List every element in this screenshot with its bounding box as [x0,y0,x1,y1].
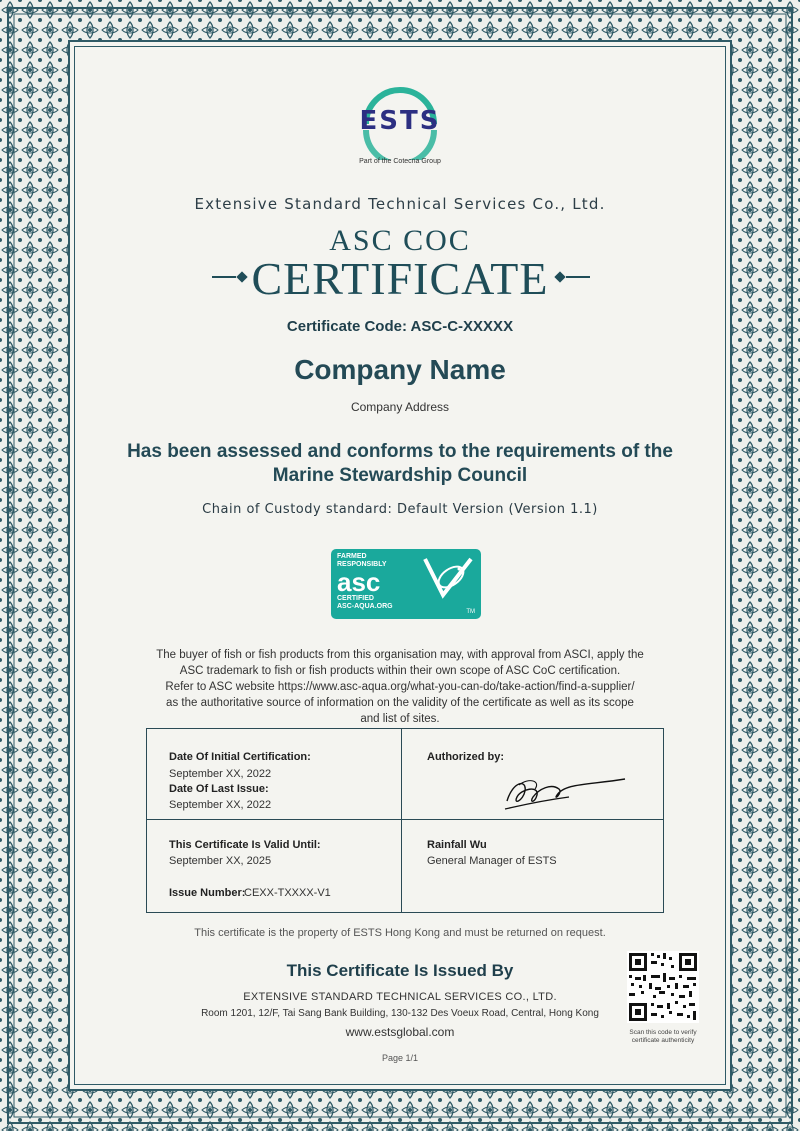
qr-caption-line-1: Scan this code to verify [629,1029,697,1036]
asc-badge-line-1: FARMED [337,553,367,560]
title-ornament-left [212,276,236,278]
asc-badge-mark: asc [337,567,381,597]
page-number: Page 1/1 [381,1053,419,1063]
certificate-title: CERTIFICATE [251,253,549,304]
signature-image [499,771,629,815]
issuer-name: EXTENSIVE STANDARD TECHNICAL SERVICES CO., LTD. [243,991,557,1003]
asc-badge-line-2: RESPONSIBLY [337,561,387,568]
certificate-code: Certificate Code: ASC-C-XXXXX [286,318,514,335]
valid-until-value: September XX, 2025 [169,855,272,867]
asc-certified-badge [331,549,481,619]
assessment-statement [0,440,800,488]
website-link[interactable]: www.estsglobal.com [345,1025,455,1039]
table-divider-horizontal [147,819,663,820]
asc-badge-bottom-text [337,595,393,611]
trademark-statement [0,647,800,727]
logo-wordmark: ESTS [359,106,441,136]
certificate-details-table [146,728,664,913]
standard-line: Chain of Custody standard: Default Version (Version 1.1) [202,502,598,517]
statement-line: and list of sites. [360,713,440,725]
signatory-title: General Manager of ESTS [427,855,557,867]
last-issue-value: September XX, 2022 [169,799,272,811]
logo-tagline: Part of the Cotecna Group [359,158,441,165]
company-name: Company Name [294,354,506,385]
initial-certification-value: September XX, 2022 [169,768,272,780]
ests-logo [352,80,448,170]
issuer-address: Room 1201, 12/F, Tai Sang Bank Building, 130-132 Des Voeux Road, Central, Hong Kong [201,1008,599,1019]
last-issue-label: Date Of Last Issue: [169,783,269,795]
qr-caption-line-2: certificate authenticity [631,1037,695,1044]
asc-badge-line-4: ASC-AQUA.ORG [337,603,393,610]
valid-until-label: This Certificate Is Valid Until: [169,839,321,851]
company-address: Company Address [350,400,450,414]
qr-caption [610,1029,716,1045]
property-note: This certificate is the property of ESTS Hong Kong and must be returned on request. [194,927,606,939]
signatory-name: Rainfall Wu [427,839,487,851]
statement-line: Refer to ASC website https://www.asc-aqua.org/what-you-can-do/take-action/find-a-supplier/ [165,681,635,693]
issue-number-value: CEXX-TXXXX-V1 [244,887,331,899]
assessment-line-1: Has been assessed and conforms to the requirements of the [127,441,673,462]
statement-line: The buyer of fish or fish products from this organisation may, with approval from ASCI, apply the [156,649,644,661]
fish-check-icon [421,555,475,613]
issuer-full-name: Extensive Standard Technical Services Co., Ltd. [194,195,606,213]
verification-qr-code[interactable] [627,951,699,1023]
statement-line: as the authoritative source of information on the validity of the certificate as well as its scope [166,697,634,709]
statement-line: ASC trademark to fish or fish products within their own scope of ASC CoC certification. [179,665,621,677]
initial-certification-label: Date Of Initial Certification: [169,751,311,763]
qr-code-icon [627,951,699,1023]
issued-by-heading: This Certificate Is Issued By [286,961,514,980]
asc-badge-line-3: CERTIFIED [337,595,374,602]
title-ornament-right [566,276,590,278]
asc-badge-tm: TM [466,609,475,615]
assessment-line-2: Marine Stewardship Council [272,465,528,486]
authorized-by-label: Authorized by: [427,751,504,763]
certificate-type: ASC COC [329,224,471,257]
table-divider-vertical [401,729,402,912]
issue-number-label: Issue Number: [169,887,246,899]
